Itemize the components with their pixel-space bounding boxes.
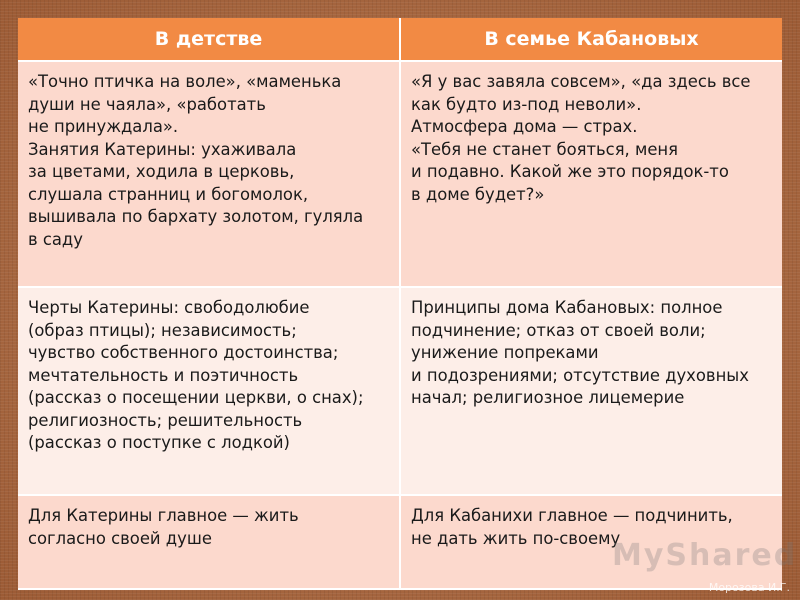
cell-family-principles: Принципы дома Кабановых: полное подчинение; отказ от своей воли; унижение попреками и подозрениями; отсутствие духовных начал; религиозное лицемерие	[400, 287, 782, 495]
cell-childhood-quotes: «Точно птичка на воле», «маменька души не чаяла», «работать не принуждала». Занятия Катерины: ухаживала за цветами, ходила в церковь, слушала странниц и богомолок, вышивала по бархату золотом, гуляла в саду	[18, 61, 400, 287]
table-header-row	[18, 18, 782, 61]
author-watermark: Морозова И.Г.	[708, 581, 790, 594]
cell-family-quotes: «Я у вас завяла совсем», «да здесь все как будто из-под неволи». Атмосфера дома — страх. «Тебя не станет бояться, меня и подавно. Какой же это порядок-то в доме будет?»	[400, 61, 782, 287]
table-row	[18, 287, 782, 495]
myshared-logo: MyShared	[612, 538, 798, 573]
header-kabanov-family: В семье Кабановых	[400, 18, 782, 61]
header-childhood: В детстве	[18, 18, 400, 61]
comparison-table	[18, 18, 798, 590]
table-row	[18, 61, 782, 287]
cell-kabanikha-main: Для Кабанихи главное — подчинить, не дать жить по-своему	[400, 495, 782, 589]
cell-katerina-traits: Черты Катерины: свободолюбие (образ птицы); независимость; чувство собственного достоинства; мечтательность и поэтичность (рассказ о посещении церкви, о снах); религиозность; решительность (рассказ о поступке с лодкой)	[18, 287, 400, 495]
cell-katerina-main: Для Катерины главное — жить согласно своей душе	[18, 495, 400, 589]
